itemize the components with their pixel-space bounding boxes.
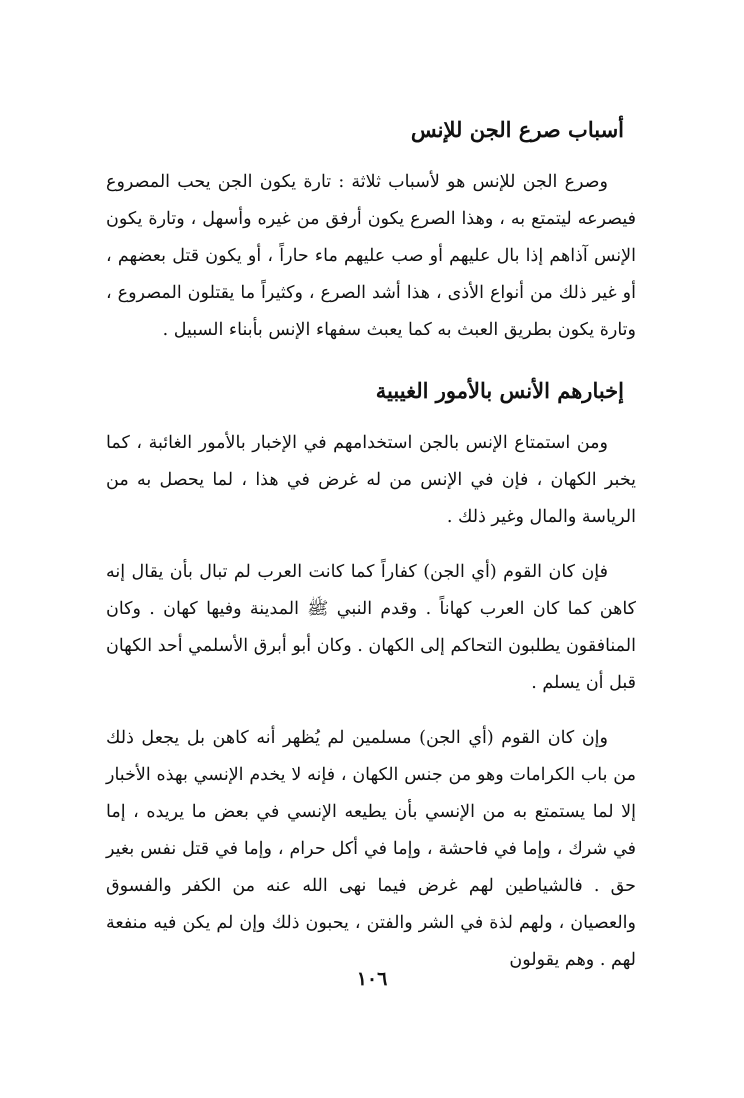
page-content	[106, 110, 636, 997]
paragraph-causes-of-possession: وصرع الجن للإنس هو لأسباب ثلاثة : تارة يكون الجن يحب المصروع فيصرعه ليتمتع به ، وهذا الصرع يكون أرفق من غيره وأسهل ، وتارة يكون الإنس آذاهم إذا بال عليهم أو صب عليهم ماء حاراً ، أو يكون قتل بعضهم ، أو غير ذلك من أنواع الأذى ، هذا أشد الصرع ، وكثيراً ما يقتلون المصروع ، وتارة يكون بطريق العبث به كما يعبث سفهاء الإنس بأبناء السبيل .	[106, 172, 636, 340]
paragraph-muslim-jinn: وإن كان القوم (أي الجن) مسلمين لم يُظهر أنه كاهن بل يجعل ذلك من باب الكرامات وهو من جنس الكهان ، فإنه لا يخدم الإنسي بهذه الأخبار إلا لما يستمتع به من الإنسي بأن يطيعه الإنسي في بعض ما يريده ، إما في شرك ، وإما في فاحشة ، وإما في أكل حرام ، وإما في قتل نفس بغير حق . فالشياطين لهم غرض فيما نهى الله عنه من الكفر والفسوق والعصيان ، ولهم لذة في الشر والفتن ، يحبون ذلك وإن لم يكن فيه منفعة لهم . وهم يقولون	[106, 728, 636, 970]
paragraph-disbelieving-jinn: فإن كان القوم (أي الجن) كفاراً كما كانت العرب لم تبال بأن يقال إنه كاهن كما كان العرب كهاناً . وقدم النبي ﷺ المدينة وفيها كهان . وكان المنافقون يطلبون التحاكم إلى الكهان . وكان أبو أبرق الأسلمي أحد الكهان قبل أن يسلم .	[106, 562, 636, 693]
paragraph-seeking-news: ومن استمتاع الإنس بالجن استخدامهم في الإخبار بالأمور الغائبة ، كما يخبر الكهان ، فإن في الإنس من له غرض في هذا ، لما يحصل به من الرياسة والمال وغير ذلك .	[106, 433, 636, 527]
section-heading-unseen-news: إخبارهم الأنس بالأمور الغيبية	[375, 378, 624, 403]
section-heading-jinn-possession: أسباب صرع الجن للإنس	[410, 117, 624, 142]
page-number: ١٠٦	[356, 968, 388, 990]
